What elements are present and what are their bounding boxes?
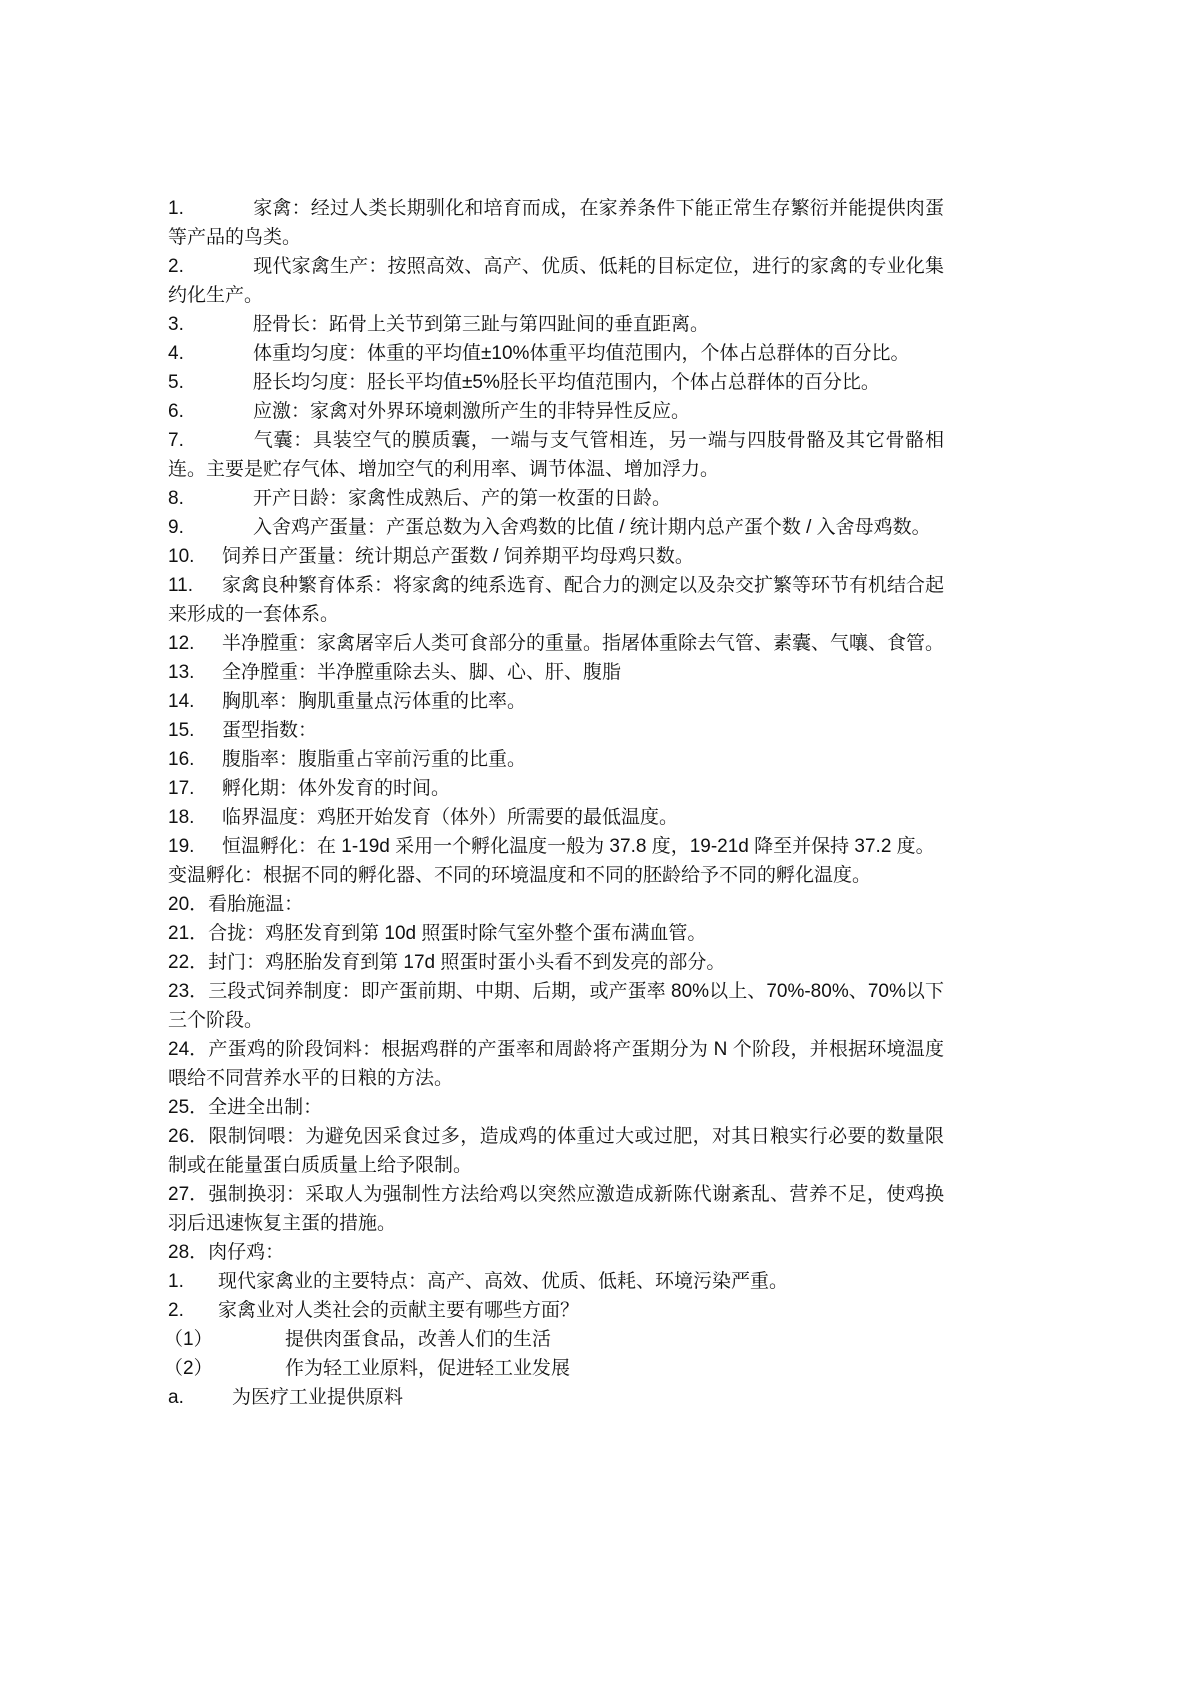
definition-item	[168, 542, 944, 571]
item-text: 胫骨长：跖骨上关节到第三趾与第四趾间的垂直距离。	[253, 314, 710, 335]
definition-item	[168, 1093, 944, 1122]
item-text: 封门：鸡胚胎发育到第 17d 照蛋时蛋小头看不到发亮的部分。	[208, 952, 726, 973]
item-number: 11.	[168, 575, 194, 596]
sub-point-item	[164, 1354, 944, 1383]
item-text: 合拢：鸡胚发育到第 10d 照蛋时除气室外整个蛋布满血管。	[208, 923, 707, 944]
item-number: 10.	[168, 546, 195, 567]
definition-item	[168, 948, 944, 977]
definition-item	[168, 1035, 944, 1093]
question-item	[168, 1296, 944, 1325]
item-text: 孵化期：体外发育的时间。	[222, 778, 451, 799]
definition-item	[168, 890, 944, 919]
questions-list	[168, 1267, 944, 1325]
item-number: 1.	[168, 1271, 184, 1292]
item-number: 6.	[168, 401, 184, 422]
item-number: 2.	[168, 1300, 184, 1321]
item-text: 强制换羽：采取人为强制性方法给鸡以突然应激造成新陈代谢紊乱、营养不足，使鸡换羽后迅速恢复主蛋的措施。	[168, 1184, 944, 1234]
document-body	[164, 194, 945, 1412]
item-text: 全进全出制：	[208, 1097, 323, 1118]
item-text: 看胎施温：	[208, 894, 304, 915]
item-number: 1.	[168, 198, 184, 219]
definition-item	[168, 194, 944, 252]
definition-item	[168, 1122, 944, 1180]
item-number: 20．	[168, 894, 209, 915]
item-text: 恒温孵化：在 1-19d 采用一个孵化温度一般为 37.8 度，19-21d 降至并保持 37.2 度。	[222, 836, 935, 857]
definition-item	[168, 774, 944, 803]
item-number: 14.	[168, 691, 195, 712]
item-text: 饲养日产蛋量：统计期总产蛋数 / 饲养期平均母鸡只数。	[222, 546, 694, 567]
item-number: 3.	[168, 314, 184, 335]
definition-item	[168, 1238, 944, 1267]
item-text: 体重均匀度：体重的平均值±10%体重平均值范围内，个体占总群体的百分比。	[253, 343, 910, 364]
item-number: 28．	[168, 1242, 209, 1263]
item-number: a.	[168, 1387, 184, 1408]
definition-item	[168, 513, 944, 542]
definition-item	[168, 571, 944, 629]
definition-item	[168, 832, 944, 861]
definition-item	[168, 687, 944, 716]
item-text: 胸肌率：胸肌重量点污体重的比率。	[222, 691, 527, 712]
definition-item	[168, 397, 944, 426]
definition-item	[168, 629, 944, 658]
item-number: 22．	[168, 952, 209, 973]
item-number: 18.	[168, 807, 195, 828]
item-number: 24．	[168, 1039, 209, 1060]
definitions-list	[168, 194, 944, 861]
item-text: 家禽业对人类社会的贡献主要有哪些方面？	[218, 1300, 580, 1321]
definition-item	[168, 252, 944, 310]
item-text: 全净膛重：半净膛重除去头、脚、心、肝、腹脂	[222, 662, 622, 683]
item-number: （2）	[164, 1358, 213, 1379]
item-text: 现代家禽生产：按照高效、高产、优质、低耗的目标定位，进行的家禽的专业化集约化生产。	[168, 256, 944, 306]
definition-item	[168, 484, 944, 513]
definition-item	[168, 426, 944, 484]
definition-item	[168, 368, 944, 397]
definition-item	[168, 919, 944, 948]
item-number: 4.	[168, 343, 184, 364]
definitions-list-continued	[168, 890, 944, 1267]
sub-points-list	[164, 1325, 944, 1383]
item-number: 17.	[168, 778, 195, 799]
item-text: 三段式饲养制度：即产蛋前期、中期、后期，或产蛋率 80%以上、70%-80%、70%以下三个阶段。	[168, 981, 944, 1031]
item-number: 23．	[168, 981, 209, 1002]
item-text: 腹脂率：腹脂重占宰前污重的比重。	[222, 749, 527, 770]
item-text: 气囊：具装空气的膜质囊，一端与支气管相连，另一端与四肢骨骼及其它骨骼相连。主要是贮存气体、增加空气的利用率、调节体温、增加浮力。	[168, 430, 944, 480]
item-text: 肉仔鸡：	[208, 1242, 285, 1263]
definition-item	[168, 658, 944, 687]
item-text: 限制饲喂：为避免因采食过多，造成鸡的体重过大或过肥，对其日粮实行必要的数量限制或在能量蛋白质质量上给予限制。	[168, 1126, 944, 1176]
item-text: 为医疗工业提供原料	[232, 1387, 404, 1408]
item-number: 26．	[168, 1126, 209, 1147]
definition-item	[168, 803, 944, 832]
question-item	[168, 1267, 944, 1296]
item-number: 13.	[168, 662, 195, 683]
item-number: 7.	[168, 430, 184, 451]
item-number: 9.	[168, 517, 184, 538]
variable-incubation-text: 变温孵化：根据不同的孵化器、不同的环境温度和不同的胚龄给予不同的孵化温度。	[168, 865, 872, 886]
item-number: 15.	[168, 720, 195, 741]
item-number: 2.	[168, 256, 184, 277]
item-text: 开产日龄：家禽性成熟后、产的第一枚蛋的日龄。	[253, 488, 672, 509]
item-number: 16.	[168, 749, 195, 770]
definition-item	[168, 1180, 944, 1238]
item-text: 家禽良种繁育体系：将家禽的纯系选育、配合力的测定以及杂交扩繁等环节有机结合起来形成的一套体系。	[168, 575, 945, 625]
definition-item	[168, 716, 944, 745]
item-number: 12.	[168, 633, 195, 654]
item-text: 入舍鸡产蛋量：产蛋总数为入舍鸡数的比值 / 统计期内总产蛋个数 / 入舍母鸡数。	[253, 517, 931, 538]
sub-point-item	[164, 1325, 944, 1354]
definition-item	[168, 977, 944, 1035]
item-number: （1）	[164, 1329, 213, 1350]
item-number: 27．	[168, 1184, 209, 1205]
item-text: 胫长均匀度：胫长平均值±5%胫长平均值范围内，个体占总群体的百分比。	[253, 372, 880, 393]
letter-points-list	[168, 1383, 944, 1412]
definition-item	[168, 339, 944, 368]
item-text: 现代家禽业的主要特点：高产、高效、优质、低耗、环境污染严重。	[218, 1271, 789, 1292]
item-text: 应激：家禽对外界环境刺激所产生的非特异性反应。	[253, 401, 691, 422]
item-text: 提供肉蛋食品，改善人们的生活	[285, 1329, 552, 1350]
item-text: 半净膛重：家禽屠宰后人类可食部分的重量。指屠体重除去气管、素囊、气嚷、食管。	[222, 633, 945, 654]
item-number: 21．	[168, 923, 209, 944]
item-number: 19.	[168, 836, 195, 857]
item-text: 临界温度：鸡胚开始发育（体外）所需要的最低温度。	[222, 807, 679, 828]
item-text: 家禽：经过人类长期驯化和培育而成，在家养条件下能正常生存繁衍并能提供肉蛋等产品的鸟类。	[168, 198, 944, 248]
item-number: 25．	[168, 1097, 209, 1118]
item-text: 蛋型指数：	[222, 720, 318, 741]
item-text: 作为轻工业原料，促进轻工业发展	[285, 1358, 571, 1379]
letter-point-item	[168, 1383, 944, 1412]
item-number: 8.	[168, 488, 184, 509]
item-number: 5.	[168, 372, 184, 393]
definition-item	[168, 745, 944, 774]
item-text: 产蛋鸡的阶段饲料：根据鸡群的产蛋率和周龄将产蛋期分为 N 个阶段，并根据环境温度喂给不同营养水平的日粮的方法。	[168, 1039, 944, 1089]
definition-item	[168, 310, 944, 339]
